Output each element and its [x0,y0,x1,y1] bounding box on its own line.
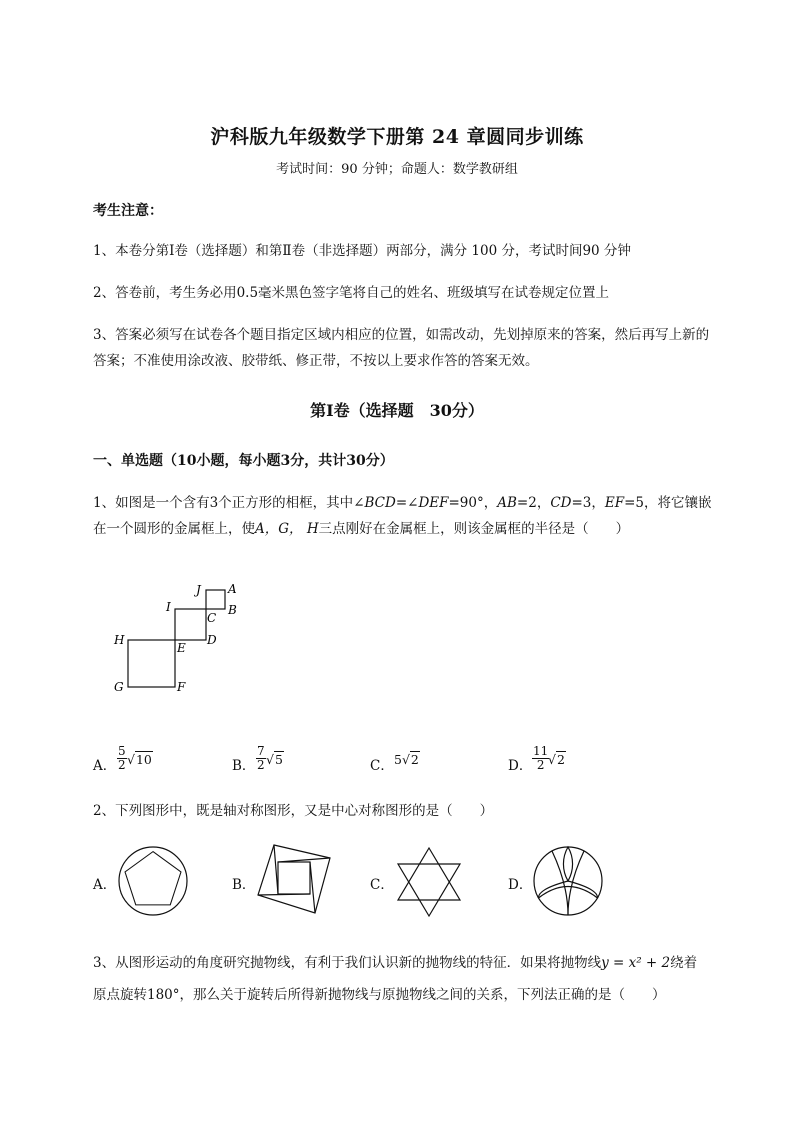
label-d: D [207,633,217,647]
q1-seg1: AB [497,495,517,511]
notice-heading: 考生注意： [93,203,163,219]
label-g: G [114,680,124,694]
q2-option-c-figure [394,846,464,918]
q2-option-b-label[interactable]: B． [232,877,256,893]
square-medium [175,609,206,640]
pinwheel-line-4 [258,894,310,895]
q1-angle1: ∠BCD [353,495,396,511]
q2-option-d-figure [532,845,604,917]
q3-line1-suffix: 绕着 [670,955,698,971]
label-f: F [177,680,186,694]
q1-c-rad: 2 [410,752,419,767]
q3-formula: y = x² + 2 [601,955,671,971]
label-i: I [166,600,171,614]
q1-option-d-fraction [532,745,549,772]
label-b: B [228,603,237,617]
q1-b-den: 2 [257,758,265,772]
q1-angle2: ∠DEF [407,495,449,511]
q1-a-rad: 10 [135,752,152,767]
label-h: H [114,633,125,647]
question-1-text [93,490,713,542]
q1-deg: =90°， [448,495,498,511]
q1-seg3: EF [604,495,625,511]
q1-a-den: 2 [118,758,126,772]
q1-points: A，G， H [255,521,319,537]
q1-option-b-fraction [256,745,266,772]
q2-option-a-figure [117,845,189,917]
inscribed-pentagon [125,852,181,905]
label-e: E [177,641,186,655]
pinwheel-line-3 [310,862,315,913]
label-j: J [196,583,201,597]
q1-squares-figure [108,578,248,698]
label-a: A [228,582,237,596]
q1-option-a-sqrt: √10 [127,752,152,767]
q1-option-d-label[interactable]: D． [508,758,533,774]
q3-line2: 原点旋转180°，那么关于旋转后所得新抛物线与原抛物线之间的关系，下列法正确的是（ ） [93,987,666,1003]
q1-seg2: CD [550,495,572,511]
q1-b-rad: 5 [274,752,283,767]
q1-option-b-label[interactable]: B． [232,758,256,774]
q1-option-c-label[interactable]: C． [370,758,394,774]
square-large [128,640,175,687]
q3-line1-prefix: 3、从图形运动的角度研究抛物线，有利于我们认识新的抛物线的特征．如果将抛物线 [93,955,602,971]
q1-option-b-sqrt: √5 [266,752,283,767]
q1-a-num: 5 [118,744,126,758]
q1-v3: =5，将它镶嵌在一个圆形的金属框上，使 [93,495,712,537]
q1-eq1: = [395,495,408,511]
question-2-text: 2、下列图形中，既是轴对称图形，又是中心对称图形的是（ ） [93,803,494,819]
q1-v2: =3， [571,495,605,511]
notice-item-1: 1、本卷分第Ⅰ卷（选择题）和第Ⅱ卷（非选择题）两部分，满分 100 分，考试时间90 分钟 [93,243,631,259]
outer-quadrilateral [258,845,330,913]
star-triangle-down [398,864,460,916]
notice-item-3: 3、答案必须写在试卷各个题目指定区域内相应的位置，如需改动，先划掉原来的答案，然后再写上新的答案；不准使用涂改液、胶带纸、修正带，不按以上要求作答的答案无效。 [93,327,710,369]
inner-square [278,862,310,894]
q1-suffix: 三点刚好在金属框上，则该金属框的半径是（ ） [318,521,630,537]
q2-option-d-label[interactable]: D． [508,877,533,893]
q1-option-d-sqrt: √2 [548,752,565,767]
q1-prefix: 1、如图是一个含有3个正方形的相框，其中 [93,495,354,511]
q2-option-b-figure [255,840,335,920]
q1-b-num: 7 [257,744,265,758]
trefoil-arc-top [563,847,572,881]
q1-option-c-value: 5√2 [394,752,419,767]
square-small [206,590,225,609]
paper-title: 沪科版九年级数学下册第 24 章圆同步训练 [210,126,584,148]
star-triangle-up [398,848,460,900]
q2-option-c-label[interactable]: C． [370,877,394,893]
label-c: C [207,611,217,625]
q1-option-a-fraction [117,745,127,772]
question-3-text [93,947,713,1011]
q1-d-den: 2 [536,758,545,772]
q1-d-rad: 2 [556,752,565,767]
q1-option-a-label[interactable]: A． [93,758,117,774]
notice-item-2: 2、答卷前，考生务必用0.5毫米黑色签字笔将自己的姓名、班级填写在试卷规定位置上 [93,285,610,301]
q2-option-a-label[interactable]: A． [93,877,117,893]
q1-d-num: 11 [533,744,549,758]
section-title: 第Ⅰ卷（选择题 30分） [310,401,484,420]
q1-v1: =2， [516,495,551,511]
pinwheel-line-1 [274,845,278,894]
paper-subtitle: 考试时间：90 分钟；命题人：数学教研组 [276,162,518,177]
q1-c-coef: 5 [394,752,402,767]
part-title: 一、单选题（10小题，每小题3分，共计30分） [93,453,394,469]
